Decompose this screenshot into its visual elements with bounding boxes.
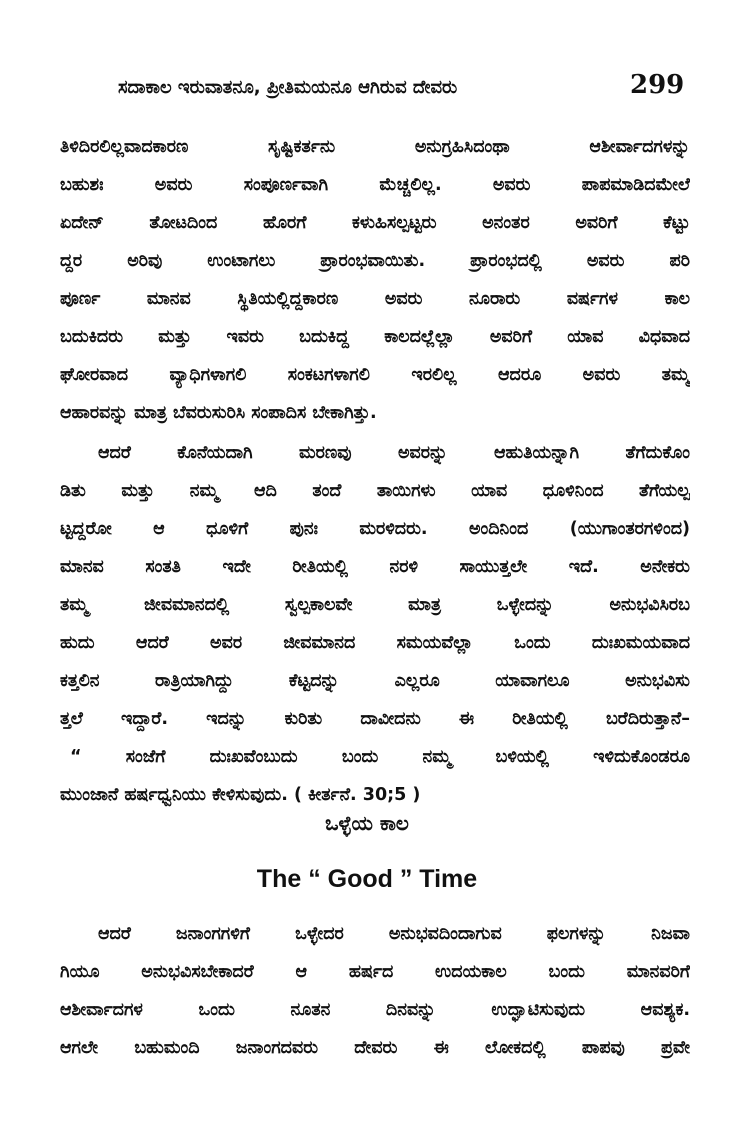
- text-line: ಆಹಾರವನ್ನು ಮಾತ್ರ ಬೆವರುಸುರಿಸಿ ಸಂಪಾದಿಸ ಬೇಕಾಗಿತ್ತು.: [60, 403, 377, 423]
- text-line: ಡಿತು ಮತ್ತು ನಮ್ಮ ಆದಿ ತಂದೆ ತಾಯಿಗಳು ಯಾವ ಧೂಳಿನಿಂದ ತೆಗೆಯಲ್ಪ: [60, 481, 690, 501]
- text-line: ತಮ್ಮ ಜೀವಮಾನದಲ್ಲಿ ಸ್ವಲ್ಪಕಾಲವೇ ಮಾತ್ರ ಒಳ್ಳೇದನ್ನು ಅನುಭವಿಸಿರಬ: [60, 595, 690, 615]
- running-title: ಸದಾಕಾಲ ಇರುವಾತನೂ, ಪ್ರೀತಿಮಯನೂ ಆಗಿರುವ ದೇವರು: [118, 77, 458, 98]
- text-line: ಗಿಯೂ ಅನುಭವಿಸಬೇಕಾದರೆ ಆ ಹರ್ಷದ ಉದಯಕಾಲ ಬಂದು ಮಾನವರಿಗೆ: [60, 962, 690, 982]
- text-line: ಟ್ಟದ್ದರೋ ಆ ಧೂಳಿಗೆ ಪುನಃ ಮರಳಿದರು. ಅಂದಿನಿಂದ (ಯುಗಾಂತರಗಳಿಂದ): [60, 519, 690, 539]
- text-line: ಪೂರ್ಣ ಮಾನವ ಸ್ಥಿತಿಯಲ್ಲಿದ್ದಕಾರಣ ಅವರು ನೂರಾರು ವರ್ಷಗಳ ಕಾಲ: [60, 289, 690, 309]
- section-heading-kannada: ಒಳ್ಳೆಯ ಕಾಲ: [325, 811, 409, 835]
- text-line: ಬದುಕಿದರು ಮತ್ತು ಇವರು ಬದುಕಿದ್ದ ಕಾಲದಲ್ಲೆಲ್ಲಾ ಅವರಿಗೆ ಯಾವ ವಿಧವಾದ: [60, 327, 690, 347]
- text-line: ಆದರೆ ಕೊನೆಯದಾಗಿ ಮರಣವು ಅವರನ್ನು ಆಹುತಿಯನ್ನಾಗಿ ತೆಗೆದುಕೊಂ: [98, 443, 690, 463]
- text-line: ಆಗಲೇ ಬಹುಮಂದಿ ಜನಾಂಗದವರು ದೇವರು ಈ ಲೋಕದಲ್ಲಿ ಪಾಪವು ಪ್ರವೇ: [60, 1038, 690, 1058]
- text-line: ಹುದು ಆದರೆ ಅವರ ಜೀವಮಾನದ ಸಮಯವೆಲ್ಲಾ ಒಂದು ದುಃಖಮಯವಾದ: [60, 633, 690, 653]
- paragraph-3: [60, 915, 690, 1067]
- text-line: ಆದರೆ ಜನಾಂಗಗಳಿಗೆ ಒಳ್ಳೇದರ ಅನುಭವದಿಂದಾಗುವ ಫಲಗಳನ್ನು ನಿಜವಾ: [98, 924, 690, 944]
- text-line: ಏದೇನ್ ತೋಟದಿಂದ ಹೊರಗೆ ಕಳುಹಿಸಲ್ಪಟ್ಟರು ಅನಂತರ ಅವರಿಗೆ ಕೆಟ್ಟು: [60, 213, 690, 233]
- text-line: ಕತ್ತಲಿನ ರಾತ್ರಿಯಾಗಿದ್ದು ಕೆಟ್ಟದನ್ನು ಎಲ್ಲರೂ ಯಾವಾಗಲೂ ಅನುಭವಿಸು: [60, 671, 690, 691]
- text-line: ಘೋರವಾದ ವ್ಯಾಧಿಗಳಾಗಲಿ ಸಂಕಟಗಳಾಗಲಿ ಇರಲಿಲ್ಲ ಆದರೂ ಅವರು ತಮ್ಮ: [60, 365, 690, 385]
- text-line: ಮಾನವ ಸಂತತಿ ಇದೇ ರೀತಿಯಲ್ಲಿ ನರಳಿ ಸಾಯುತ್ತಲೇ ಇದೆ. ಅನೇಕರು: [60, 557, 690, 577]
- paragraph-2: [60, 434, 690, 814]
- text-line: ದ್ದರ ಅರಿವು ಉಂಟಾಗಲು ಪ್ರಾರಂಭವಾಯಿತು. ಪ್ರಾರಂಭದಲ್ಲಿ ಅವರು ಪರಿ: [60, 251, 690, 271]
- text-line: ಬಹುಶಃ ಅವರು ಸಂಪೂರ್ಣವಾಗಿ ಮೆಚ್ಚಲಿಲ್ಲ. ಅವರು ಪಾಪಮಾಡಿದಮೇಲೆ: [60, 175, 690, 195]
- section-heading-english: The “ Good ” Time: [256, 865, 478, 893]
- paragraph-1: [60, 128, 690, 432]
- text-line: ತ್ತಲೆ ಇದ್ದಾರೆ. ಇದನ್ನು ಕುರಿತು ದಾವೀದನು ಈ ರೀತಿಯಲ್ಲಿ ಬರೆದಿರುತ್ತಾನೆ–: [60, 709, 690, 729]
- text-line: ಆಶೀರ್ವಾದಗಳ ಒಂದು ನೂತನ ದಿನವನ್ನು ಉದ್ಘಾಟಿಸುವುದು ಆವಶ್ಯಕ.: [60, 1000, 690, 1020]
- quote-line: “ ಸಂಜೆಗೆ ದುಃಖವೆಂಬುದು ಬಂದು ನಮ್ಮ ಬಳಿಯಲ್ಲಿ ಇಳಿದುಕೊಂಡರೂ: [70, 747, 690, 767]
- page-number: 299: [630, 70, 685, 100]
- text-line: ತಿಳಿದಿರಲಿಲ್ಲವಾದಕಾರಣ ಸೃಷ್ಟಿಕರ್ತನು ಅನುಗ್ರಹಿಸಿದಂಥಾ ಆಶೀರ್ವಾದಗಳನ್ನು: [60, 137, 690, 157]
- quote-line: ಮುಂಜಾನೆ ಹರ್ಷಧ್ವನಿಯು ಕೇಳಿಸುವುದು. ( ಕೀರ್ತನೆ. 30;5 ): [60, 785, 421, 805]
